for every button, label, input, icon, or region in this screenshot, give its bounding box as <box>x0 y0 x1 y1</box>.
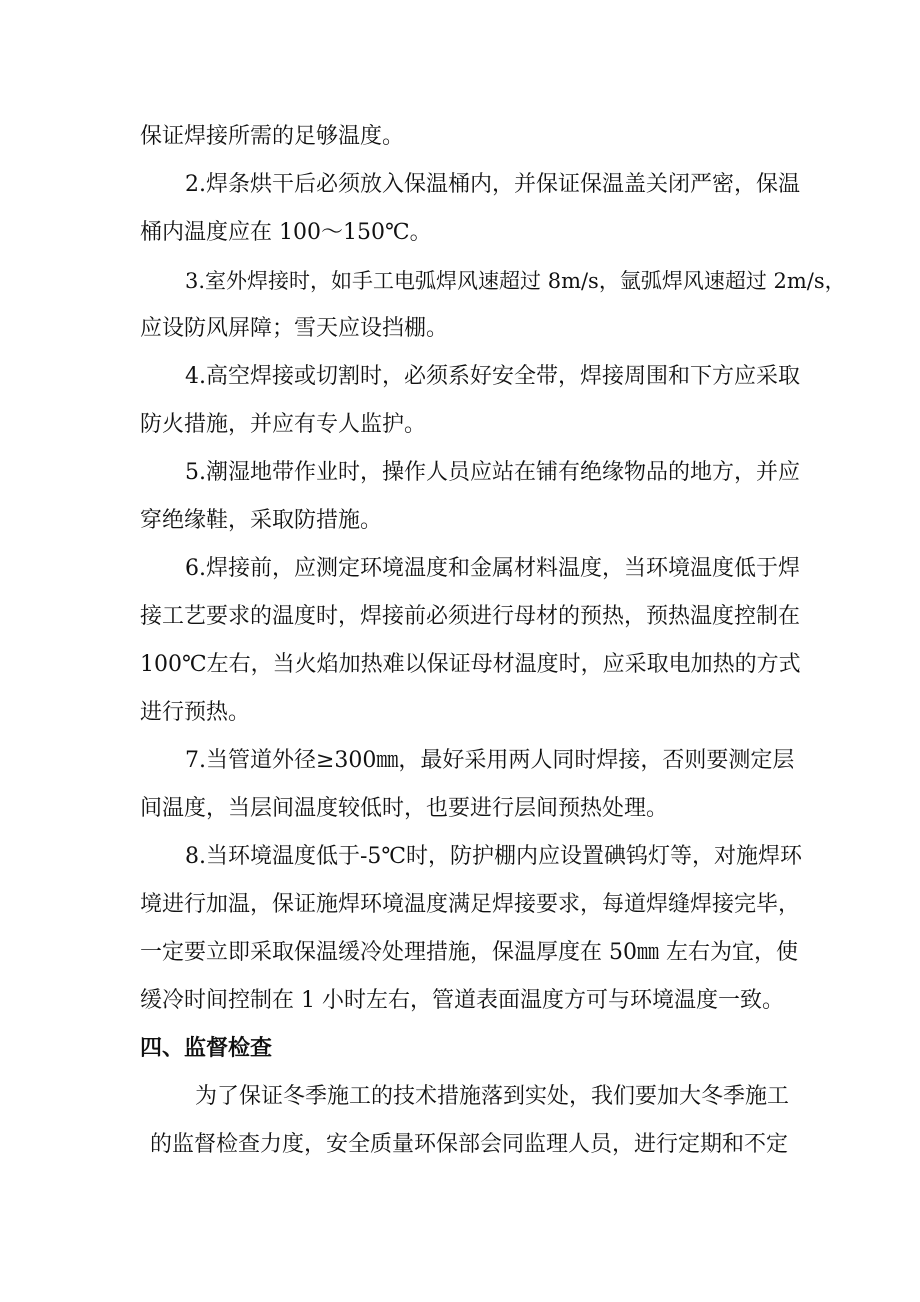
paragraph-line: 7.当管道外径≥300㎜，最好采用两人同时焊接，否则要测定层 <box>185 748 795 773</box>
paragraph-line: 2.焊条烘干后必须放入保温桶内，并保证保温盖关闭严密，保温 <box>185 172 800 197</box>
paragraph-line: 间温度，当层间温度较低时，也要进行层间预热处理。 <box>140 796 669 821</box>
paragraph-line: 进行预热。 <box>140 700 251 725</box>
section-heading: 四、监督检查 <box>140 1036 273 1061</box>
paragraph-line: 境进行加温，保证施焊环境温度满足焊接要求，每道焊缝焊接完毕， <box>140 892 801 917</box>
paragraph-line: 的监督检查力度，安全质量环保部会同监理人员，进行定期和不定 <box>150 1132 789 1157</box>
paragraph-line: 接工艺要求的温度时，焊接前必须进行母材的预热，预热温度控制在 <box>140 604 801 629</box>
paragraph-line: 100℃左右，当火焰加热难以保证母材温度时，应采取电加热的方式 <box>140 652 801 677</box>
paragraph-line: 穿绝缘鞋，采取防措施。 <box>140 508 383 533</box>
paragraph-line: 3.室外焊接时，如手工电弧焊风速超过 8m/s，氩弧焊风速超过 2m/s， <box>185 269 846 293</box>
paragraph-line: 缓冷时间控制在 1 小时左右，管道表面温度方可与环境温度一致。 <box>140 988 784 1013</box>
paragraph-line: 应设防风屏障；雪天应设挡棚。 <box>140 316 449 341</box>
paragraph-line: 保证焊接所需的足够温度。 <box>140 124 405 149</box>
paragraph-line: 4.高空焊接或切割时，必须系好安全带，焊接周围和下方应采取 <box>185 364 800 389</box>
paragraph-line: 8.当环境温度低于-5℃时，防护棚内应设置碘钨灯等，对施焊环 <box>185 844 803 869</box>
paragraph-line: 防火措施，并应有专人监护。 <box>140 412 427 437</box>
paragraph-line: 桶内温度应在 100～150℃。 <box>140 220 432 245</box>
paragraph-line: 6.焊接前，应测定环境温度和金属材料温度，当环境温度低于焊 <box>185 556 800 581</box>
paragraph-line: 5.潮湿地带作业时，操作人员应站在铺有绝缘物品的地方，并应 <box>185 460 800 485</box>
paragraph-line: 一定要立即采取保温缓冷处理措施，保温厚度在 50㎜ 左右为宜，使 <box>140 940 798 965</box>
paragraph-line: 为了保证冬季施工的技术措施落到实处，我们要加大冬季施工 <box>195 1084 790 1109</box>
